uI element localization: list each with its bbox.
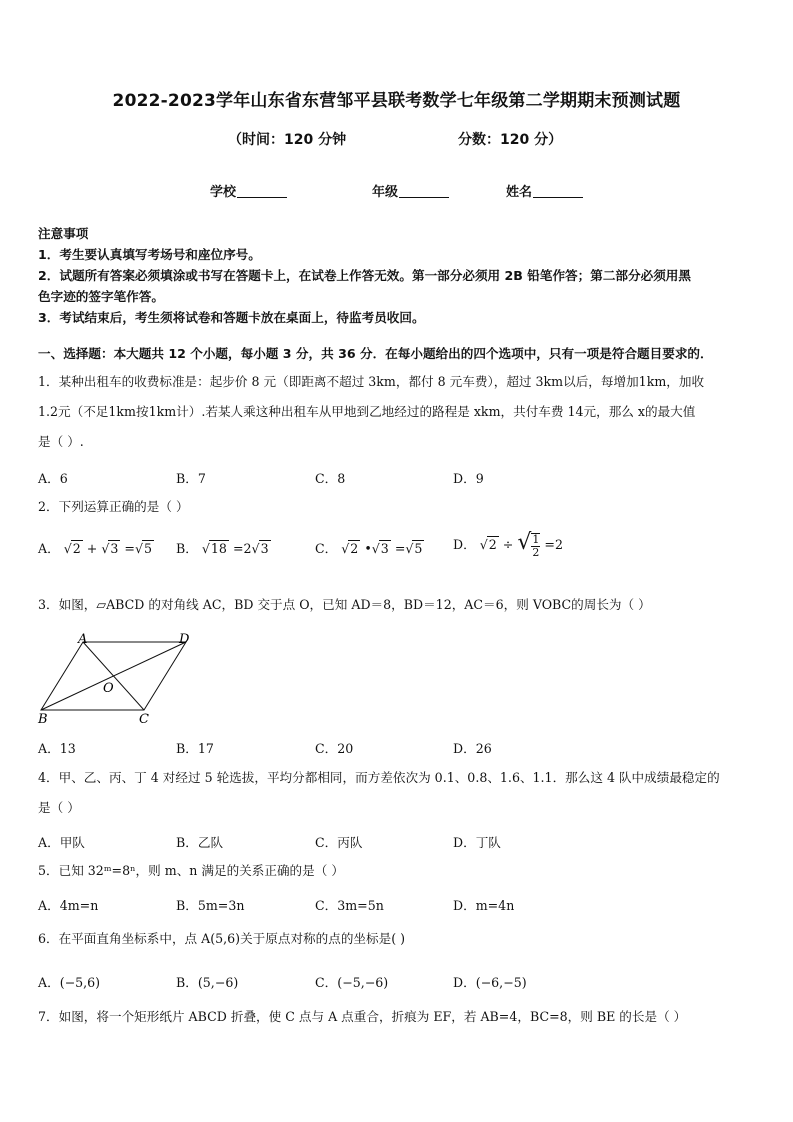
options-q3 (38, 738, 760, 762)
total-score: 分数：120 分） (458, 132, 563, 148)
question-7 (38, 1002, 760, 1032)
question-1 (38, 367, 760, 457)
option-a[interactable]: A．4m=n (38, 898, 99, 913)
question-text: 3．如图，▱ABCD 的对角线 AC，BD 交于点 O，已知 AD＝8，BD＝12，AC＝6，则 VOBC的周长为（ ） (38, 597, 651, 612)
time-limit: （时间：120 分钟 (228, 132, 347, 148)
notes-item: 3．考试结束后，考生须将试卷和答题卡放在桌面上，待监考员收回。 (38, 310, 425, 325)
vertex-label-c: C (139, 712, 149, 726)
options-q4 (38, 832, 760, 856)
center-label-o: O (103, 681, 114, 696)
option-a[interactable]: A．甲队 (38, 835, 85, 850)
option-d[interactable]: D．(−6,−5) (453, 975, 527, 990)
school-label: 学校 (210, 185, 237, 200)
question-3 (38, 590, 760, 620)
option-d[interactable]: D．26 (453, 741, 492, 756)
option-b[interactable]: B．7 (176, 471, 206, 486)
grade-field (372, 181, 449, 200)
option-b[interactable]: B．17 (176, 741, 214, 756)
school-blank[interactable] (237, 184, 287, 198)
question-text: 1．某种出租车的收费标准是：起步价 8 元（即距离不超过 3km，都付 8 元车费），超过 3km以后，每增加1km，加收 (38, 374, 705, 389)
option-b[interactable]: B． √18 =2√3 (176, 541, 269, 556)
option-a[interactable]: A． √2 + √3 =√5 (38, 541, 153, 556)
page-title: 2022-2023学年山东省东营邹平县联考数学七年级第二学期期末预测试题 (112, 91, 681, 111)
notes-section (38, 223, 760, 328)
section-heading: 一、选择题：本大题共 12 个小题，每小题 3 分，共 36 分．在每小题给出的四个选项中，只有一项是符合题目要求的． (38, 346, 713, 361)
option-d[interactable]: D． √2 ÷ √ $\frac{1}{2}$ =2 (453, 530, 563, 559)
notes-item: 色字迹的签字笔作答。 (38, 289, 164, 304)
option-b[interactable]: B．乙队 (176, 835, 224, 850)
option-d[interactable]: D．丁队 (453, 835, 501, 850)
question-text: 7．如图，将一个矩形纸片 ABCD 折叠，使 C 点与 A 点重合，折痕为 EF，若 AB=4，BC=8，则 BE 的长是（ ） (38, 1009, 687, 1024)
options-q6 (38, 972, 760, 996)
option-c[interactable]: C．20 (315, 741, 354, 756)
vertex-label-b: B (38, 712, 48, 726)
options-q1 (38, 468, 760, 492)
option-b[interactable]: B．(5,−6) (176, 975, 239, 990)
notes-heading: 注意事项 (38, 226, 89, 241)
option-c[interactable]: C． √2 •√3 =√5 (315, 541, 423, 556)
question-2 (38, 492, 760, 522)
question-text: 1.2元（不足1km按1km计）.若某人乘这种出租车从甲地到乙地经过的路程是 xkm，共付车费 14元，那么 x的最大值 (38, 404, 696, 419)
option-a[interactable]: A．(−5,6) (38, 975, 101, 990)
name-blank[interactable] (533, 184, 583, 198)
options-q2 (38, 530, 760, 578)
question-text: 是（ ） (38, 800, 80, 815)
option-d[interactable]: D．9 (453, 471, 484, 486)
question-6 (38, 924, 760, 954)
name-field (506, 181, 583, 200)
option-a[interactable]: A．13 (38, 741, 76, 756)
grade-blank[interactable] (399, 184, 449, 198)
name-label: 姓名 (506, 185, 533, 200)
question-5 (38, 856, 760, 886)
school-field (210, 181, 287, 200)
notes-item: 1．考生要认真填写考场号和座位序号。 (38, 247, 261, 262)
question-text: 4．甲、乙、丙、丁 4 对经过 5 轮选拔，平均分都相同，而方差依次为 0.1、0.8、1.6、1.1．那么这 4 队中成绩最稳定的 (38, 770, 720, 785)
vertex-label-a: A (78, 632, 88, 647)
question-text: 6．在平面直角坐标系中，点 A(5,6)关于原点对称的点的坐标是( ) (38, 931, 406, 946)
question-text: 2．下列运算正确的是（ ） (38, 499, 189, 514)
option-b[interactable]: B．5m=3n (176, 898, 245, 913)
options-q5 (38, 895, 760, 919)
question-4 (38, 763, 760, 823)
option-a[interactable]: A．6 (38, 471, 68, 486)
vertex-label-d: D (179, 632, 190, 647)
option-c[interactable]: C．(−5,−6) (315, 975, 389, 990)
option-d[interactable]: D．m=4n (453, 898, 515, 913)
question-text: 5．已知 32ᵐ=8ⁿ，则 m、n 满足的关系正确的是（ ） (38, 863, 344, 878)
notes-item: 2．试题所有答案必须填涂或书写在答题卡上，在试卷上作答无效。第一部分必须用 2B 铅笔作答；第二部分必须用黑 (38, 268, 691, 283)
option-c[interactable]: C．8 (315, 471, 346, 486)
question-text: 是（ ）. (38, 434, 84, 449)
option-c[interactable]: C．3m=5n (315, 898, 384, 913)
grade-label: 年级 (372, 185, 399, 200)
parallelogram-figure (36, 630, 196, 726)
option-c[interactable]: C．丙队 (315, 835, 363, 850)
